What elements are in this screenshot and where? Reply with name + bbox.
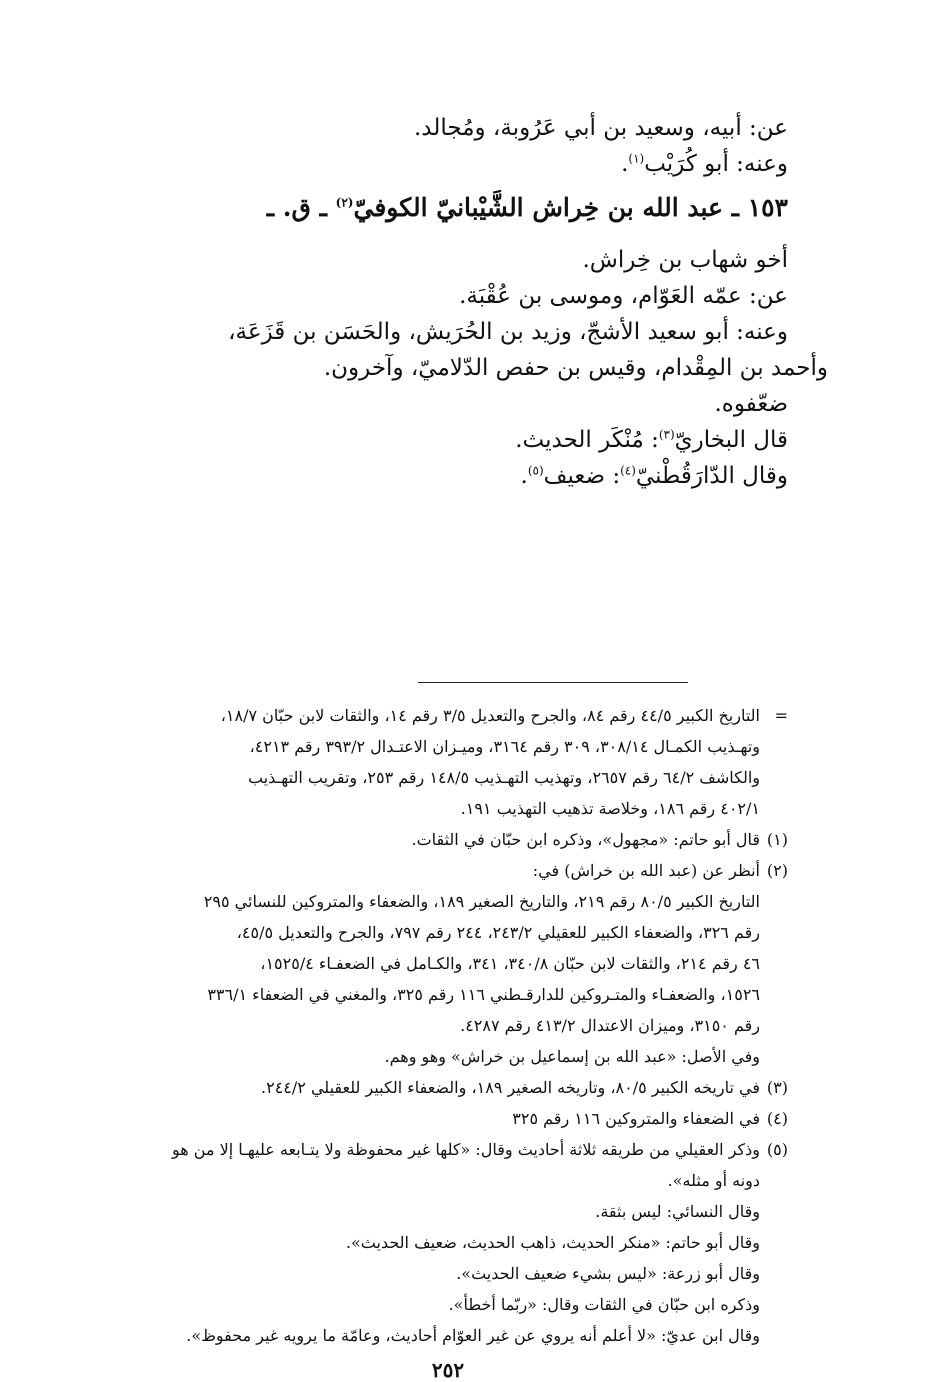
footnote-text: قال أبو حاتم: «مجهول»، وذكره ابن حبّان في الثقات. [411, 830, 760, 849]
footnotes [108, 700, 788, 1351]
footnote-line: وقال النسائي: ليس بثقة. [595, 1202, 760, 1221]
main-text-line: عن: أبيه، وسعيد بن أبي عَرُوبة، ومُجالد. [413, 115, 788, 141]
footnote-line: رقم ٣١٥٠، وميزان الاعتدال ٤١٣/٢ رقم ٤٢٨٧. [460, 1016, 760, 1035]
footnote-line: ٤٦ رقم ٢١٤، والثقات لابن حبّان ٣٤٠/٨، ٣٤١، والكـامل في الضعفـاء ١٥٢٥/٤، [260, 954, 760, 973]
text-segment: وعنه: أبو كُرَيْب [644, 151, 788, 177]
footnote-line: وذكره ابن حبّان في الثقات وقال: «ربّما أخطأ». [448, 1295, 760, 1314]
text-segment: : ضعيف [543, 463, 621, 489]
text-segment: ـ ق. ـ [266, 193, 336, 222]
footnote-ref: (٥) [527, 463, 544, 478]
footnote-text: في تاريخه الكبير ٨٠/٥، وتاريخه الصغير ١٨٩، والضعفاء الكبير للعقيلي ٢٤٤/٢. [261, 1078, 760, 1097]
footnote-line [108, 1103, 788, 1134]
text-segment: . [520, 463, 528, 489]
footnote-number: (٥) [766, 1140, 788, 1159]
footnote-line [108, 1134, 788, 1165]
footnote-line: والكاشف ٦٤/٢ رقم ٢٦٥٧، وتهذيب التهـذيب ١٤٨/٥ رقم ٢٥٣، وتقريب التهـذيب [248, 768, 760, 787]
footnote-line: وقال أبو زرعة: «ليس بشيء ضعيف الحديث». [456, 1264, 760, 1283]
footnote-line: وقال ابن عديّ: «لا أعلم أنه يروي عن غير العوّام أحاديث، وعامّة ما يرويه غير محفوظ». [186, 1326, 760, 1345]
main-text-line [108, 422, 788, 458]
main-text-line [108, 146, 788, 182]
footnote-ref: (٢) [335, 195, 354, 210]
page-number: ٢٥٢ [431, 1358, 465, 1382]
footnote-line: رقم ٣٢٦، والضعفاء الكبير للعقيلي ٢٤٣/٢، ٢٤٤ رقم ٧٩٧، والجرح والتعديل ٤٥/٥، [236, 923, 760, 942]
footnote-line [108, 824, 788, 855]
footnote-ref: (٣) [658, 427, 675, 442]
footnote-ref: (٤) [620, 463, 636, 478]
footnote-number: (١) [766, 830, 788, 849]
main-text-line: عن: عمّه العَوّام، وموسى بن عُقْبَة. [459, 283, 788, 309]
continuation-marker: = [774, 706, 788, 725]
footnote-ref: (١) [628, 151, 645, 166]
footnote-line: دونه أو مثله». [667, 1171, 760, 1190]
footnote-line: وفي الأصل: «عبد الله بن إسماعيل بن خراش» وهو وهم. [384, 1047, 760, 1066]
footnote-text: وذكر العقيلي من طريقه ثلاثة أحاديث وقال: «كلها غير محفوظة ولا يتـابعه عليهـا إلا من هو [171, 1140, 760, 1159]
footnote-number: (٤) [766, 1109, 788, 1128]
footnote-separator [418, 682, 688, 683]
text-segment: وقال الدّارَقُطْنيّ [635, 463, 788, 489]
main-text-line: ضعّفوه. [714, 391, 788, 417]
footnote-text: في الضعفاء والمتروكين ١١٦ رقم ٣٢٥ [512, 1109, 760, 1128]
main-text-line [108, 458, 788, 494]
main-text-line: وعنه: أبو سعيد الأشجّ، وزيد بن الحُرَيش، والحَسَن بن قَزَعَة، [228, 319, 788, 345]
footnote-line: ٤٠٢/١ رقم ١٨٦، وخلاصة تذهيب التهذيب ١٩١. [460, 799, 760, 818]
footnote-line [108, 855, 788, 886]
text-segment: . [621, 151, 629, 177]
footnote-line [108, 700, 788, 731]
footnote-number: (٣) [766, 1078, 788, 1097]
footnote-line: التاريخ الكبير ٨٠/٥ رقم ٢١٩، والتاريخ الصغير ١٨٩، والضعفاء والمتروكين للنسائي ٢٩٥ [203, 892, 760, 911]
main-text-line: أخو شهاب بن خِراش. [582, 247, 788, 273]
text-segment: ١٥٣ ـ عبد الله بن خِراش الشَّيْبانيّ الكوفيّ [353, 193, 788, 222]
entry-heading [108, 188, 788, 228]
footnote-line [108, 1072, 788, 1103]
document-page [108, 110, 828, 1382]
main-text-line: وأحمد بن المِقْدام، وقيس بن حفص الدّلاميّ، وآخرون. [323, 355, 828, 381]
footnote-text: أنظر عن (عبد الله بن خراش) في: [532, 861, 760, 880]
footnote-line: وقال أبو حاتم: «منكر الحديث، ذاهب الحديث، ضعيف الحديث». [345, 1233, 760, 1252]
footnote-text: التاريخ الكبير ٤٤/٥ رقم ٨٤، والجرح والتعديل ٣/٥ رقم ١٤، والثقات لابن حبّان ١٨/٧، [220, 706, 760, 725]
text-segment: قال البخاريّ [674, 427, 788, 453]
text-segment: : مُنْكَر الحديث. [515, 427, 659, 453]
footnote-number: (٢) [766, 861, 788, 880]
footnote-line: وتهـذيب الكمـال ٣٠٨/١٤، ٣٠٩ رقم ٣١٦٤، وميـزان الاعتـدال ٣٩٣/٢ رقم ٤٢١٣، [249, 737, 760, 756]
footnote-line: ١٥٢٦، والضعفـاء والمتـروكين للدارقـطني ١١٦ رقم ٣٢٥، والمغني في الضعفاء ٣٣٦/١ [207, 985, 760, 1004]
